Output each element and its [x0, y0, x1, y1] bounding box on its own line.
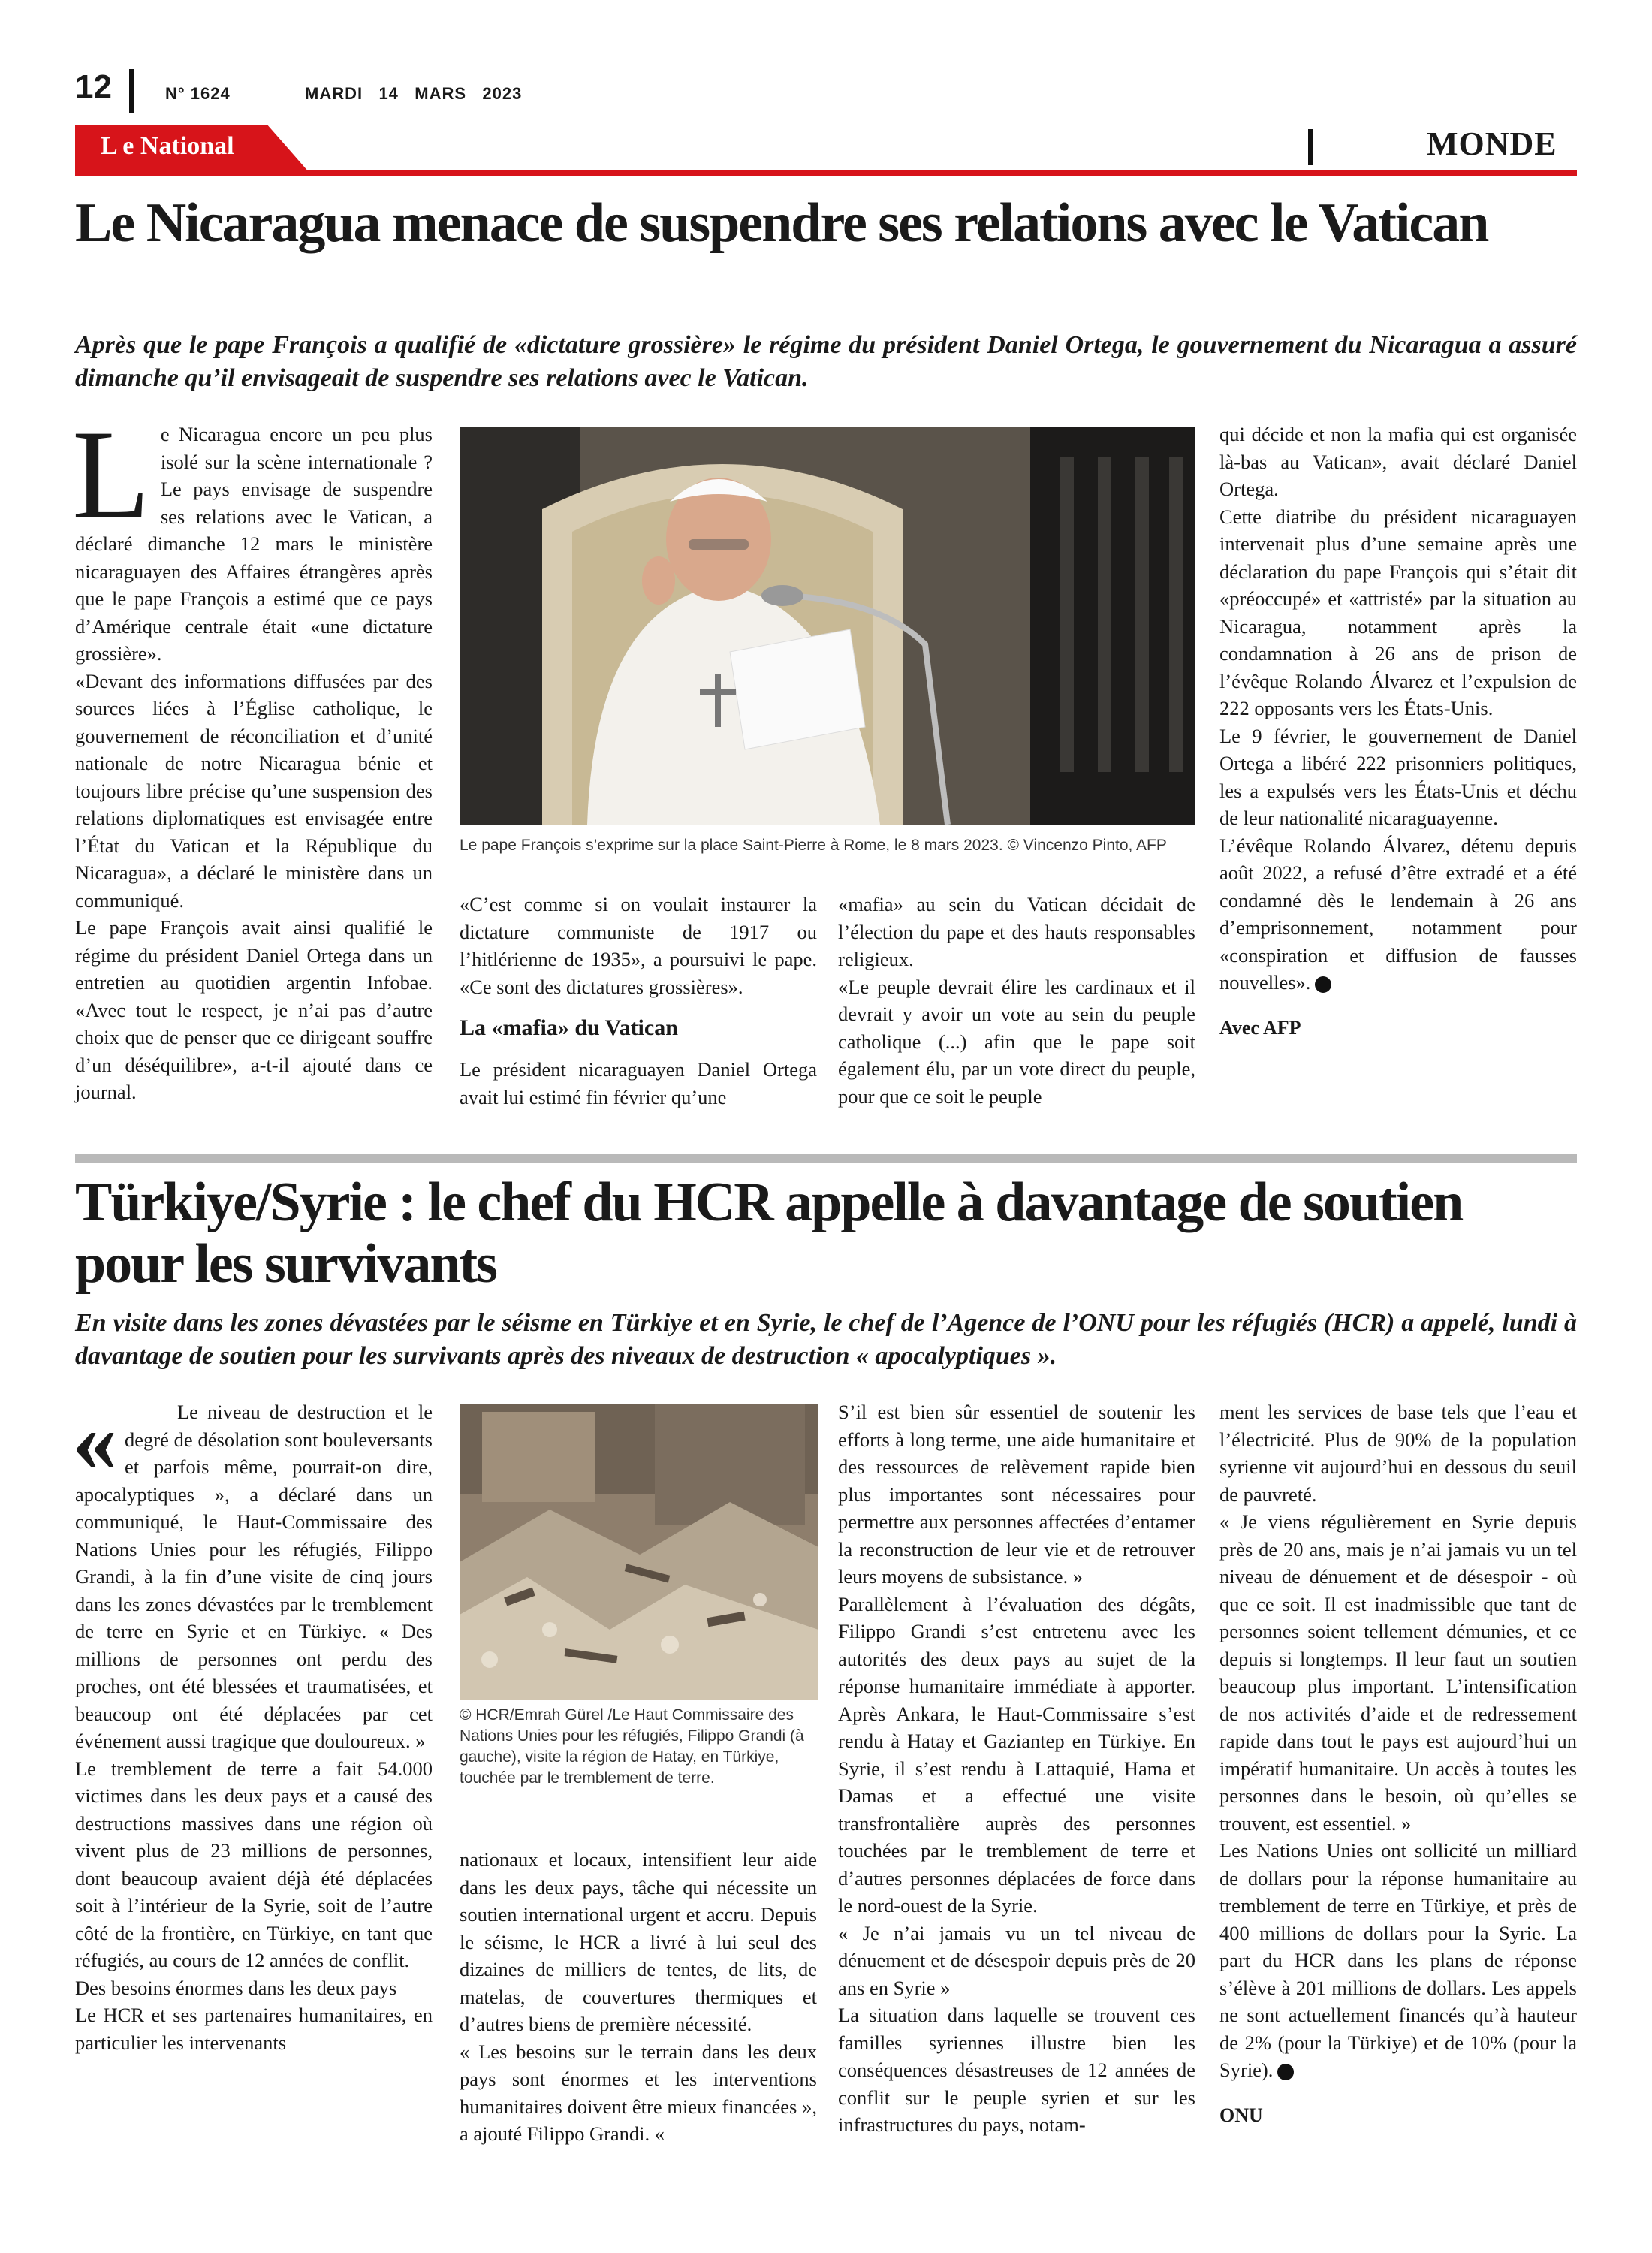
paragraph — [1219, 832, 1577, 997]
article1-dropcap: L — [72, 404, 150, 545]
pope-photo — [460, 427, 1195, 825]
paragraph: Le tremblement de terre a fait 54.000 victimes dans les deux pays et a causé des destructions massives dans une région où vivent plus de 23 millions de personnes, dont beaucoup avaient déjà été déplacées soit à l’intérieur de la Syrie, soit de l’autre côté de la frontière, en Türkiye, en tant que réfugiés, au cours de 12 années de conflit. — [75, 1757, 433, 1971]
article1-subhead: La «mafia» du Vatican — [460, 1015, 678, 1040]
article1-standfirst: Après que le pape François a qualifié de «dictature grossière» le régime du président Daniel Ortega, le gouvernement du Nicaragua a assuré dimanche qu’il envisageait de suspendre ses relations avec le Vatican. — [75, 331, 1577, 392]
issue-date: MARDI 14 MARS 2023 — [305, 84, 523, 103]
article2-title: Türkiye/Syrie : le chef du HCR appelle à davantage de soutien pour les survivants — [75, 1172, 1463, 1295]
paper-name: L e National — [101, 132, 234, 160]
paragraph: «mafia» au sein du Vatican décidait de l’élection du pape et des hauts responsables religieux. — [838, 893, 1195, 970]
paragraph: La situation dans laquelle se trouvent ces familles syriennes illustre bien les conséquences désastreuses de 12 années de conflit sur le peuple syrien et sur les infrastructures du pays, notam- — [838, 2004, 1195, 2136]
end-mark-icon — [1277, 2064, 1294, 2080]
issue-number: N° 1624 — [165, 84, 231, 103]
paragraph: Le 9 février, le gouvernement de Daniel Ortega a libéré 222 prisonniers politiques, les a expulsés vers les États-Unis et déchu de leur nationalité nicaraguayenne. — [1219, 724, 1577, 829]
paragraph: qui décide et non la mafia qui est organisée là-bas au Vatican», avait déclaré Daniel Ortega. — [1219, 423, 1577, 500]
paragraph: «Devant des informations diffusées par des sources liées à l’Église catholique, le gouvernement de réconciliation et d’unité nationale de notre Nicaragua bénie et toujours libre précise qu’une suspension des relations diplomatiques est envisagée entre l’État du Vatican et la République du Nicaragua», a déclaré le ministère dans un communiqué. — [75, 669, 433, 912]
article1-column-4 — [1219, 421, 1577, 1040]
paragraph: « Je viens régulièrement en Syrie depuis près de 20 ans, mais je n’ai jamais vu un tel niveau de dénuement et de désespoir - où que ce soit. Il est inadmissible que tant de personnes soient tellement démunies, et ce depuis si longtemps. Il leur faut un soutien beaucoup plus important. L’intensification de nos activités d’aide et de redressement rapide dans tout le pays est aujourd’hui un impératif humanitaire. Un accès à toutes les personnes dans le besoin, où qu’elles se trouvent, est essentiel. » — [1219, 1510, 1577, 1835]
paragraph: Le niveau de destruction et le degré de désolation sont bouleversants et parfois même, pourrait-on dire, apocalyptiques », a déclaré dans un communiqué, le Haut-Commissaire des Nations Unies pour les réfugiés, Filippo Grandi, à la fin d’une visite de cinq jours dans les zones dévastées par le tremblement de terre en Syrie et en Türkiye. « Des millions de personnes ont perdu des proches, ont été blessées et traumatisées, et beaucoup ont été déplacées par cet événement aussi tragique que douloureux. » — [75, 1401, 433, 1752]
end-mark-icon — [1315, 976, 1331, 993]
paragraph-text: Les Nations Unies ont sollicité un milliard de dollars pour la réponse humanitaire au tremblement de terre en Türkiye, et près de 400 millions de dollars pour la Syrie. La part du HCR dans les plans de réponse s’élève à 201 millions de dollars. Les appels ne sont actuellement financés qu’à hauteur de 2% (pour la Türkiye) et de 10% (pour la Syrie). — [1219, 1839, 1577, 2081]
paragraph: S’il est bien sûr essentiel de soutenir les efforts à long terme, une aide humanitaire et des ressources de relèvement rapide bien plus importantes sont nécessaires pour permettre aux personnes affectées d’entamer la reconstruction de leur vie et de retrouver leurs moyens de subsistance. » — [838, 1401, 1195, 1588]
pope-photo-caption: Le pape François s’exprime sur la place Saint-Pierre à Rome, le 8 mars 2023. © Vincenzo Pinto, AFP — [460, 837, 1167, 854]
pope-photo-illustration — [460, 427, 1195, 825]
article2-column-3 — [838, 1398, 1195, 2139]
paragraph: Parallèlement à l’évaluation des dégâts, Filippo Grandi s’est entretenu avec les autorités des deux pays au sujet de la réponse humanitaire immédiate à apporter. Après Ankara, le Haut-Commissaire s’est rendu à Hatay et Gaziantep en Türkiye. En Syrie, il s’est rendu à Lattaquié, Hama et Damas et a effectué une visite transfrontalière auprès des personnes touchées par le tremblement de terre et d’autres personnes déplacées de force dans le nord-ouest de la Syrie. — [838, 1592, 1195, 1917]
paragraph: Cette diatribe du président nicaraguayen intervenait plus d’une semaine après une déclaration du pape François qui s’était dit «préoccupé» et «attristé» par la situation au Nicaragua, notamment après la condamnation à 26 ans de prison de l’évêque Rolando Álvarez et l’expulsion de 222 opposants vers les États-Unis. — [1219, 505, 1577, 719]
article2-dropquote: « — [72, 1390, 117, 1490]
article1-signature: Avec AFP — [1219, 1016, 1301, 1039]
paragraph: «Le peuple devrait élire les cardinaux et il devrait y avoir un vote au sein du peuple catholique (...) afin que le pape soit également élu, par un vote direct du peuple, pour que ce soit le peuple — [838, 975, 1195, 1108]
rubble-photo-illustration — [460, 1404, 818, 1700]
section-divider — [1308, 129, 1313, 165]
paragraph: « Les besoins sur le terrain dans les deux pays sont énormes et les interventions humanitaires doivent être mieux financées », a ajouté Filippo Grandi. « — [460, 2040, 817, 2145]
rubble-photo — [460, 1404, 818, 1700]
article1-column-3 — [838, 891, 1195, 1110]
rubble-photo-caption: © HCR/Emrah Gürel /Le Haut Commissaire des Nations Unies pour les réfugiés, Filippo Grandi (à gauche), visite la région de Hatay, en Türkiye, touchée par le tremblement de terre. — [460, 1706, 804, 1787]
article1-column-1 — [72, 404, 433, 1106]
header-rule — [75, 170, 1577, 176]
article-separator — [75, 1154, 1577, 1163]
paragraph — [1219, 1837, 1577, 2084]
article2-standfirst: En visite dans les zones dévastées par le séisme en Türkiye et en Syrie, le chef de l’Agence de l’ONU pour les réfugiés (HCR) a appelé, lundi à davantage de soutien pour les survivants après des niveaux de destruction « apocalyptiques ». — [75, 1309, 1577, 1370]
article2-signature: ONU — [1219, 2104, 1263, 2126]
paragraph: e Nicaragua encore un peu plus isolé sur la scène internationale ? Le pays envisage de suspendre ses relations avec le Vatican, a déclaré dimanche 12 mars le ministère nicaraguayen des Affaires étrangères après que le pape François a estimé que ce pays d’Amérique centrale était «une dictature grossière». — [75, 423, 433, 665]
paragraph: Le président nicaraguayen Daniel Ortega avait lui estimé fin février qu’une — [460, 1058, 817, 1108]
paragraph-text: L’évêque Rolando Álvarez, détenu depuis août 2022, a refusé d’être extradé et a été condamné dès le lendemain à 26 ans d’emprisonnement, notamment pour «conspiration et diffusion de fausses nouvelles». — [1219, 834, 1577, 994]
page-number: 12 — [75, 68, 112, 105]
article1-column-2 — [460, 891, 817, 1111]
paragraph: ment les services de base tels que l’eau et l’électricité. Plus de 90% de la population syrienne vit aujourd’hui en dessous du seuil de pauvreté. — [1219, 1401, 1577, 1506]
article2-column-1 — [72, 1390, 433, 2056]
section-title: MONDE — [1427, 125, 1557, 162]
paragraph: Le HCR et ses partenaires humanitaires, en particulier les intervenants — [75, 2004, 433, 2054]
article2-column-4 — [1219, 1398, 1577, 2128]
article1-title: Le Nicaragua menace de suspendre ses relations avec le Vatican — [75, 192, 1488, 254]
article2-column-2 — [460, 1846, 817, 2148]
paragraph: « Je n’ai jamais vu un tel niveau de dénuement et de désespoir depuis près de 20 ans en Syrie » — [838, 1921, 1195, 1999]
page-number-divider — [129, 69, 134, 113]
paragraph: Le pape François avait ainsi qualifié le régime du président Daniel Ortega dans un entretien au quotidien argentin Infobae. «Avec tout le respect, je n’ai pas d’autre choix que de penser que ce dirigeant souffre d’un déséquilibre», a-t-il ajouté dans ce journal. — [75, 916, 433, 1103]
paragraph: nationaux et locaux, intensifient leur aide dans les deux pays, tâche qui nécessite un soutien international urgent et accru. Depuis le séisme, le HCR a livré à lui seul des dizaines de milliers de tentes, de lits, de matelas, de couvertures thermiques et d’autres biens de première nécessité. — [460, 1848, 817, 2035]
paragraph: «C’est comme si on voulait instaurer la dictature communiste de 1917 ou l’hitlérienne de 1935», a poursuivi le pape. «Ce sont des dictatures grossières». — [460, 893, 817, 998]
paragraph: Des besoins énormes dans les deux pays — [75, 1976, 397, 1999]
